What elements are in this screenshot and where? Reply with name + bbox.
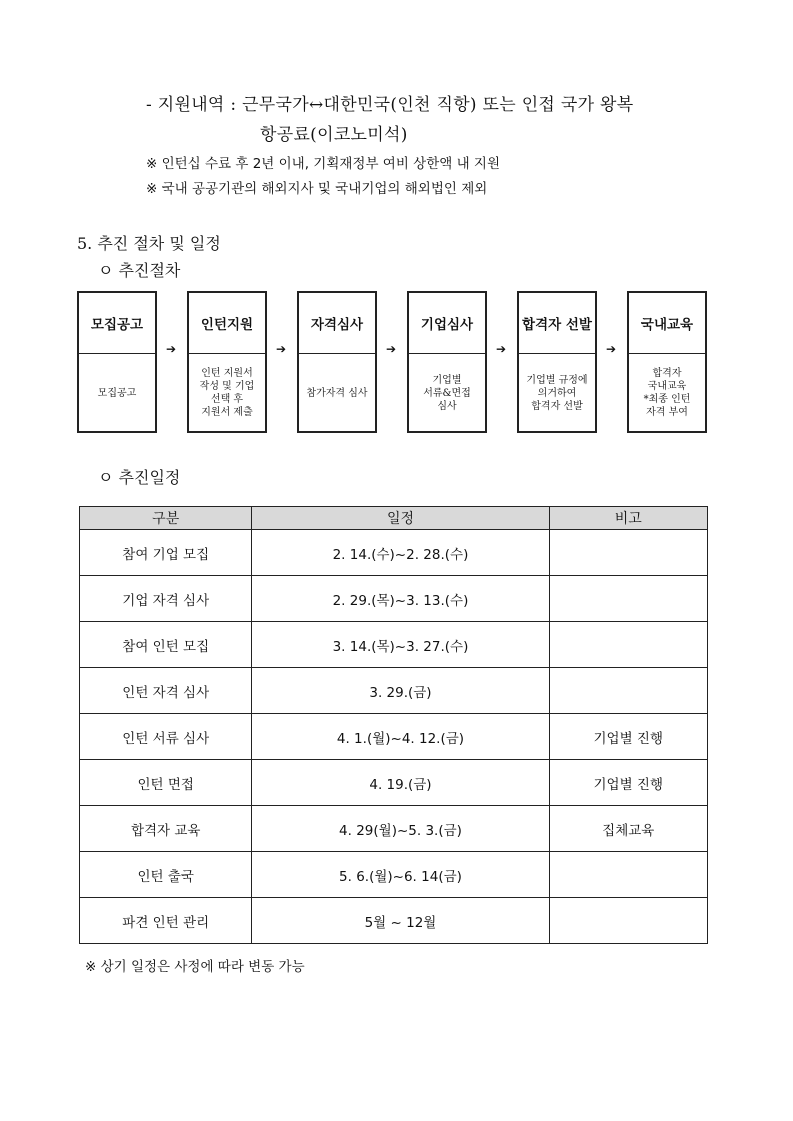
- table-cell: 4. 1.(월)~4. 12.(금): [252, 714, 549, 760]
- table-row: [80, 852, 708, 898]
- step-box: [77, 291, 157, 433]
- support-line-1: - 지원내역 : 근무국가↔대한민국(인천 직항) 또는 인접 국가 왕복: [146, 95, 634, 115]
- step-box: [297, 291, 377, 433]
- table-row: [80, 898, 708, 944]
- table-cell: 인턴 서류 심사: [80, 714, 252, 760]
- table-cell: 3. 29.(금): [252, 668, 549, 714]
- arrow-icon: ➔: [386, 342, 397, 356]
- table-cell: 4. 29(월)~5. 3.(금): [252, 806, 549, 852]
- table-cell: 5월 ~ 12월: [252, 898, 549, 944]
- table-cell: [549, 622, 707, 668]
- step-desc: 기업별 규정에 의거하여 합격자 선발: [526, 374, 588, 412]
- schedule-title: ㅇ 추진일정: [98, 468, 181, 487]
- arrow-icon: ➔: [276, 342, 287, 356]
- step-box: [517, 291, 597, 433]
- table-cell: 합격자 교육: [80, 806, 252, 852]
- step-box: [627, 291, 707, 433]
- table-header-row: [80, 507, 708, 530]
- table-cell: 파견 인턴 관리: [80, 898, 252, 944]
- table-row: [80, 714, 708, 760]
- step-title: 국내교육: [629, 293, 705, 354]
- step-title: 인턴지원: [189, 293, 265, 354]
- step-title: 모집공고: [79, 293, 155, 354]
- table-cell: [549, 898, 707, 944]
- table-cell: 집체교육: [549, 806, 707, 852]
- table-cell: 인턴 자격 심사: [80, 668, 252, 714]
- table-row: [80, 530, 708, 576]
- table-cell: 2. 29.(목)~3. 13.(수): [252, 576, 549, 622]
- table-cell: 기업별 진행: [549, 714, 707, 760]
- footnote: ※ 상기 일정은 사정에 따라 변동 가능: [85, 959, 305, 975]
- support-note-2: ※ 국내 공공기관의 해외지사 및 국내기업의 해외법인 제외: [146, 181, 488, 197]
- step-desc: 인턴 지원서 작성 및 기업 선택 후 지원서 제출: [199, 368, 255, 418]
- table-cell: 참여 인턴 모집: [80, 622, 252, 668]
- step-box: [187, 291, 267, 433]
- column-header: 비고: [549, 507, 707, 530]
- step-title: 기업심사: [409, 293, 485, 354]
- procedure-title: ㅇ 추진절차: [98, 261, 181, 280]
- column-header: 구분: [80, 507, 252, 530]
- step-desc: 모집공고: [97, 387, 137, 399]
- table-cell: 5. 6.(월)~6. 14(금): [252, 852, 549, 898]
- table-cell: 기업 자격 심사: [80, 576, 252, 622]
- step-title: 자격심사: [299, 293, 375, 354]
- table-row: [80, 760, 708, 806]
- table-row: [80, 622, 708, 668]
- table-cell: 참여 기업 모집: [80, 530, 252, 576]
- step-desc: 합격자 국내교육 *최종 인턴 자격 부여: [643, 368, 691, 418]
- table-cell: 3. 14.(목)~3. 27.(수): [252, 622, 549, 668]
- step-title: 합격자 선발: [519, 293, 595, 354]
- arrow-icon: ➔: [606, 342, 617, 356]
- step-desc: 참가자격 심사: [306, 387, 368, 399]
- step-desc: 기업별 서류&면접 심사: [423, 374, 471, 412]
- table-cell: [549, 668, 707, 714]
- schedule-table: [79, 506, 708, 944]
- table-cell: [549, 530, 707, 576]
- column-header: 일정: [252, 507, 549, 530]
- table-row: [80, 806, 708, 852]
- table-cell: 인턴 출국: [80, 852, 252, 898]
- table-cell: 기업별 진행: [549, 760, 707, 806]
- support-note-1: ※ 인턴십 수료 후 2년 이내, 기획재정부 여비 상한액 내 지원: [146, 156, 501, 172]
- table-row: [80, 668, 708, 714]
- table-row: [80, 576, 708, 622]
- section-title: 5. 추진 절차 및 일정: [77, 234, 221, 253]
- table-cell: 4. 19.(금): [252, 760, 549, 806]
- arrow-icon: ➔: [166, 342, 177, 356]
- table-cell: [549, 852, 707, 898]
- arrow-icon: ➔: [496, 342, 507, 356]
- table-cell: 인턴 면접: [80, 760, 252, 806]
- step-box: [407, 291, 487, 433]
- table-cell: 2. 14.(수)~2. 28.(수): [252, 530, 549, 576]
- table-cell: [549, 576, 707, 622]
- support-line-2: 항공료(이코노미석): [260, 125, 408, 145]
